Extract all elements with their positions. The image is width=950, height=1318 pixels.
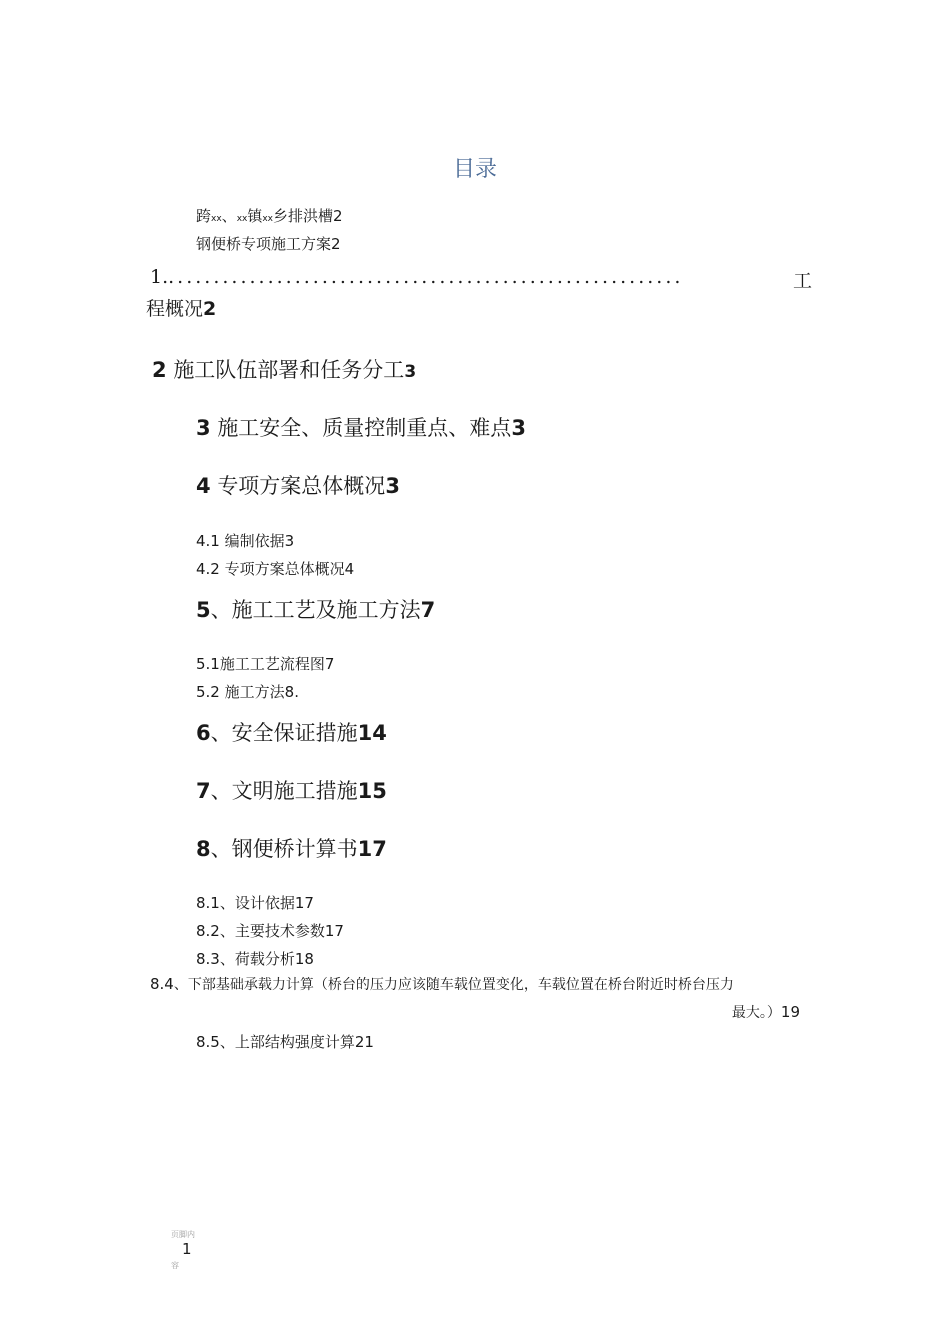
- toc-item-7[interactable]: [196, 775, 387, 805]
- item51-label: 施工工艺流程图: [219, 655, 325, 673]
- item85-page: 21: [354, 1033, 374, 1051]
- item84-number: 8.4: [150, 975, 174, 993]
- item3-label: 施工安全、质量控制重点、难点: [217, 416, 512, 440]
- item5-label: 、施工工艺及施工方法: [210, 598, 421, 622]
- item41-number: 4.1: [196, 532, 220, 550]
- item82-label: 、主要技术参数: [219, 922, 325, 940]
- item85-number: 8.5: [196, 1033, 220, 1051]
- toc-title: 目录: [452, 157, 497, 182]
- toc-item-8-1[interactable]: [196, 892, 314, 913]
- toc-item-8-4[interactable]: [150, 974, 734, 994]
- toc-item-3[interactable]: [196, 412, 526, 442]
- item51-number: 5.1: [196, 655, 220, 673]
- item2-page: 3: [404, 362, 417, 382]
- toc-item-5-2[interactable]: [196, 681, 299, 702]
- item82-number: 8.2: [196, 922, 220, 940]
- item84-label: 、下部基础承载力计算（桥台的压力应该随车载位置变化，车载位置在桥台附近时桥台压力: [173, 977, 734, 993]
- item4-number: 4: [196, 474, 211, 498]
- toc-intro-line-2[interactable]: [196, 233, 341, 254]
- item52-label: 施工方法: [224, 683, 285, 701]
- toc-item-4-1[interactable]: [196, 530, 294, 551]
- toc-item-2[interactable]: [152, 354, 416, 384]
- item5-page: 7: [420, 598, 436, 622]
- toc-item-8-4-continued[interactable]: [732, 1002, 800, 1022]
- toc-item-6[interactable]: [196, 717, 387, 747]
- page-number: 1: [182, 1240, 192, 1258]
- toc-item-4[interactable]: [196, 470, 400, 500]
- item82-page: 17: [324, 922, 344, 940]
- item84-label-end: 最大。）: [731, 1005, 781, 1021]
- intro1-text-d: xx: [236, 214, 248, 224]
- item42-number: 4.2: [196, 560, 220, 578]
- footer-text-bottom: 容: [171, 1261, 179, 1270]
- intro1-text-g: 乡排洪槽: [273, 207, 334, 225]
- toc-item-5[interactable]: [196, 594, 435, 624]
- intro2-label: 钢便桥专项施工方案: [196, 235, 332, 253]
- toc-item-1-continued[interactable]: [146, 294, 216, 321]
- item83-number: 8.3: [196, 950, 220, 968]
- item7-label: 、文明施工措施: [210, 779, 358, 803]
- item84-page: 19: [780, 1003, 800, 1021]
- item4-page: 3: [385, 474, 400, 498]
- item8-page: 17: [357, 837, 387, 861]
- toc-item-1[interactable]: [150, 266, 812, 293]
- toc-intro-line-1[interactable]: [196, 205, 343, 226]
- item8-number: 8: [196, 837, 211, 861]
- toc-item-8-2[interactable]: [196, 920, 344, 941]
- intro1-text-e: 镇: [247, 207, 263, 225]
- item7-number: 7: [196, 779, 211, 803]
- item8-label: 、钢便桥计算书: [210, 837, 358, 861]
- toc-item-8-3[interactable]: [196, 948, 314, 969]
- item2-number: 2: [152, 358, 167, 382]
- item51-page: 7: [324, 655, 335, 673]
- item42-label: 专项方案总体概况: [224, 560, 345, 578]
- toc-item-8[interactable]: [196, 833, 387, 863]
- toc-item-4-2[interactable]: [196, 558, 354, 579]
- toc-item-8-5[interactable]: [196, 1031, 374, 1052]
- item52-page: 8.: [284, 683, 299, 701]
- item1-leader-dots: .........................................................: [168, 266, 684, 288]
- item1-label-end: 程概况: [146, 298, 204, 320]
- item81-label: 、设计依据: [219, 894, 295, 912]
- item4-label: 专项方案总体概况: [217, 474, 386, 498]
- item81-number: 8.1: [196, 894, 220, 912]
- item42-page: 4: [344, 560, 355, 578]
- intro1-text-b: xx: [211, 214, 222, 224]
- item6-label: 、安全保证措施: [210, 721, 358, 745]
- item1-page: 2: [203, 298, 217, 320]
- item83-page: 18: [294, 950, 314, 968]
- footer-text-top: 页脚内: [171, 1230, 195, 1239]
- item3-number: 3: [196, 416, 211, 440]
- item41-label: 编制依据: [224, 532, 285, 550]
- intro1-text-a: 跨: [196, 207, 212, 225]
- item5-number: 5: [196, 598, 211, 622]
- intro1-text-c: 、: [221, 207, 237, 225]
- item52-number: 5.2: [196, 683, 220, 701]
- item41-page: 3: [284, 532, 295, 550]
- item85-label: 、上部结构强度计算: [219, 1033, 355, 1051]
- item6-page: 14: [357, 721, 387, 745]
- item7-page: 15: [357, 779, 387, 803]
- intro1-page: 2: [333, 207, 343, 225]
- item2-label: 施工队伍部署和任务分工: [173, 358, 405, 382]
- intro2-page: 2: [331, 235, 341, 253]
- item3-page: 3: [511, 416, 526, 440]
- item81-page: 17: [294, 894, 314, 912]
- intro1-text-f: xx: [262, 214, 274, 224]
- item6-number: 6: [196, 721, 211, 745]
- item1-label-start: 工: [792, 270, 812, 292]
- item83-label: 、荷载分析: [219, 950, 295, 968]
- item1-number: 1.: [150, 266, 169, 288]
- toc-item-5-1[interactable]: [196, 653, 334, 674]
